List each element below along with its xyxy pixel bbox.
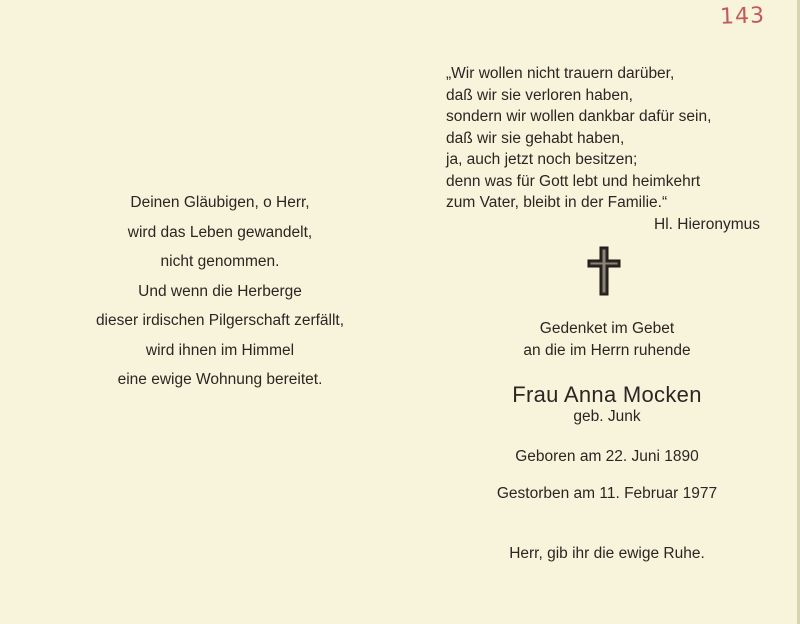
verse-line: wird das Leben gewandelt,: [127, 223, 313, 241]
deceased-name: Frau Anna Mocken: [512, 382, 702, 407]
verse-line: Und wenn die Herberge: [138, 282, 302, 300]
quote-line: denn was für Gott lebt und heimkehrt: [446, 172, 701, 190]
quote-line: ja, auch jetzt noch besitzen;: [446, 151, 638, 168]
quote-line: daß wir sie gehabt haben,: [446, 129, 625, 147]
death-date: Gestorben am 11. Februar 1977: [496, 485, 718, 502]
birth-date: Geboren am 22. Juni 1890: [515, 448, 699, 465]
quote-line: sondern wir wollen dankbar dafür sein,: [446, 108, 712, 125]
maiden-name: geb. Junk: [573, 408, 641, 425]
verse-line: nicht genommen.: [160, 253, 280, 270]
verse-line: eine ewige Wohnung bereitet.: [117, 371, 323, 388]
archive-number: 143: [719, 3, 766, 30]
quote-author: Hl. Hieronymus: [654, 215, 760, 233]
verse-line: dieser irdischen Pilgerschaft zerfällt,: [95, 312, 345, 329]
closing-prayer: Herr, gib ihr die ewige Ruhe.: [509, 545, 705, 562]
verse-line: wird ihnen im Himmel: [145, 341, 295, 359]
quote-line: daß wir sie verloren haben,: [446, 86, 633, 104]
hieronymus-quote: [446, 63, 776, 235]
verse-line: Deinen Gläubigen, o Herr,: [130, 194, 310, 211]
latin-cross-icon: [587, 246, 621, 296]
quote-line: „Wir wollen nicht trauern darüber,: [446, 65, 675, 82]
intro-line: an die im Herrn ruhende: [523, 342, 691, 359]
left-verse: [40, 188, 400, 395]
intro-line: Gedenket im Gebet: [539, 320, 675, 337]
memorial-text: [446, 318, 768, 565]
quote-line: zum Vater, bleibt in der Familie.“: [446, 194, 668, 211]
